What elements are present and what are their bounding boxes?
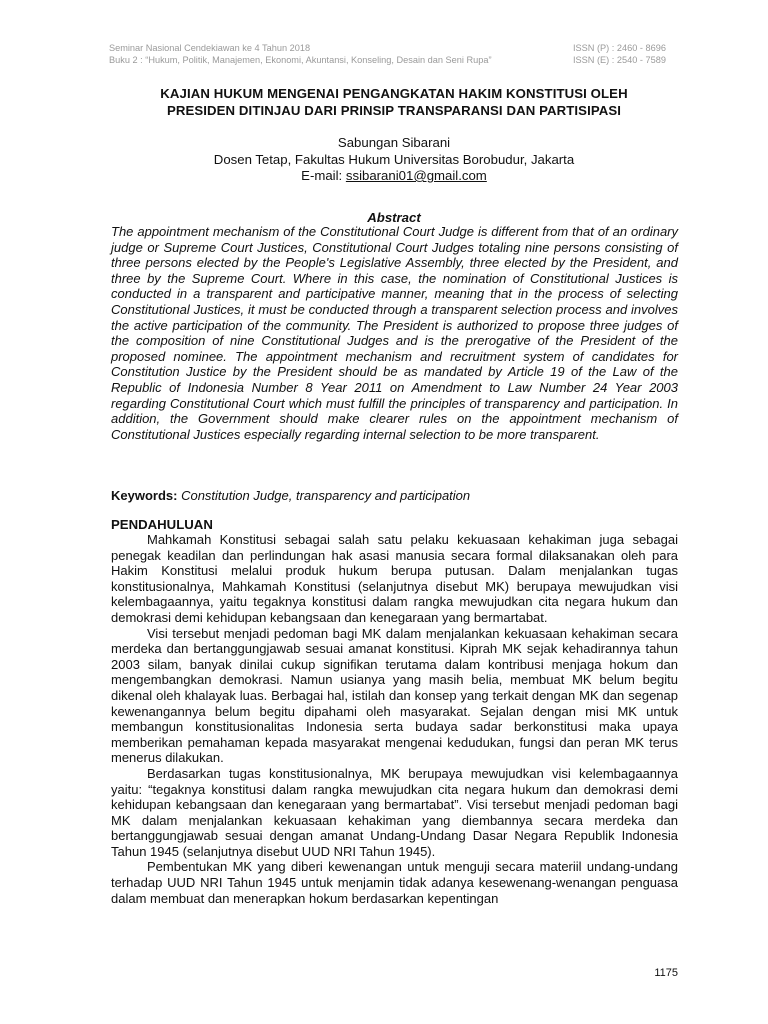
header-issn-electronic: ISSN (E) : 2540 - 7589 [573,55,666,65]
page-number: 1175 [654,967,678,979]
paper-title-line-2: PRESIDEN DITINJAU DARI PRINSIP TRANSPARANSI DAN PARTISIPASI [166,103,622,118]
header-seminar-name: Seminar Nasional Cendekiawan ke 4 Tahun 2018 [109,43,311,53]
running-header [109,42,679,66]
body-paragraph-2: Visi tersebut menjadi pedoman bagi MK dalam menjalankan kekuasaan kehakiman secara merdeka dan bertanggungjawab sesuai amanat konstitusi. Kiprah MK sejak kehadirannya tahun 2003 silam, banyak dinilai cukup signifikan terutama dalam kontribusi menjaga hokum dan mengembangkan demokrasi. Namun usianya yang masih belia, membuat MK belum begitu dikenal oleh khalayak luas. Berbagai hal, istilah dan konsep yang terkait dengan MK dan segenap kewenangannya belum begitu dipahami oleh masyarakat. Sejalan dengan misi MK untuk membangun konstitusionalitas Indonesia serta budaya sadar berkonstitusi maka upaya memberikan pemahaman kepada masyarakat mengenai kedudukan, fungsi dan peran MK terus menerus dilakukan. [111,625,678,766]
author-block [109,135,679,185]
header-issn-print: ISSN (P) : 2460 - 8696 [573,43,666,53]
author-email-link[interactable]: ssibarani01@gmail.com [345,168,487,183]
body-paragraph-3: Berdasarkan tugas konstitusionalnya, MK berupaya mewujudkan visi kelembagaannya yaitu: “tegaknya konstitusi dalam rangka mewujudkan cita negara hukum dan demokrasi demi kehidupan kebangsaan dan kenegaraan yang bermartabat”. Visi tersebut menjadi pedoman bagi MK dalam menjalankan kekuasaan kehakiman yang diembannya secara merdeka dan bertanggungjawab sesuai dengan amanat Undang-Undang Dasar Negara Republik Indonesia Tahun 1945 (selanjutnya disebut UUD NRI Tahun 1945). [111,765,678,859]
keywords-label: Keywords: [111,488,178,503]
keywords-text: Constitution Judge, transparency and participation [177,488,471,503]
paper-title [109,85,679,119]
paper-title-line-1: KAJIAN HUKUM MENGENAI PENGANGKATAN HAKIM KONSTITUSI OLEH [160,86,628,101]
keywords [111,488,678,504]
header-book-subtitle: Buku 2 : “Hukum, Politik, Manajemen, Ekonomi, Akuntansi, Konseling, Desain dan Seni Rupa” [109,55,492,65]
author-email-label: E-mail: [301,168,346,183]
section-body [111,532,678,906]
abstract-text: The appointment mechanism of the Constitutional Court Judge is different from that of an ordinary judge or Supreme Court Justices, Constitutional Court Judges totaling nine persons consisting of three persons elected by the People's Legislative Assembly, three elected by the President, and three by the Supreme Court. Where in this case, the nomination of Constitutional Justices is conducted in a transparent and participative manner, meaning that in the process of selecting Constitutional Justices, it must be conducted through a transparent selection process and involves the active participation of the community. The President is authorized to propose three judges of the composition of nine Constitutional Judges and is the prerogative of the President of the proposed nominee. The appointment mechanism and recruitment system of candidates for Constitution Justice by the President should be as mandated by Article 19 of the Law of the Republic of Indonesia Number 8 Year 2011 on Amendment to Law Number 24 Year 2003 regarding Constitutional Court which must fulfill the principles of transparency and participation. In addition, the Government should make clearer rules on the appointment mechanism of Constitutional Justices especially regarding internal selection to be more transparent. [111,224,678,442]
body-paragraph-1: Mahkamah Konstitusi sebagai salah satu pelaku kekuasaan kehakiman juga sebagai penegak keadilan dan perlindungan hak asasi manusia secara formal dilaksanakan oleh para Hakim Konstitusi melalui produk hukum berupa putusan. Dalam menjalankan tugas konstitusionalnya, Mahkamah Konstitusi (selanjutnya disebut MK) berupaya mewujudkan visi kelembagaannya, yaitu tegaknya konstitusi dalam rangka mewujudkan cita negara hukum dan demokrasi demi kehidupan kebangsaan dan kenegaraan yang bermartabat. [111,532,678,625]
section-heading-pendahuluan: PENDAHULUAN [111,517,213,532]
author-email-line [109,168,679,185]
author-affiliation: Dosen Tetap, Fakultas Hukum Universitas Borobudur, Jakarta [213,151,575,167]
author-name: Sabungan Sibarani [337,135,451,150]
body-paragraph-4: Pembentukan MK yang diberi kewenangan untuk menguji secara materiil undang-undang terhadap UUD NRI Tahun 1945 untuk menjamin tidak adanya kesewenang-wenangan penguasa dalam membuat dan menerapkan hokum berdasarkan kepentingan [111,859,678,906]
abstract-heading: Abstract [367,210,421,225]
